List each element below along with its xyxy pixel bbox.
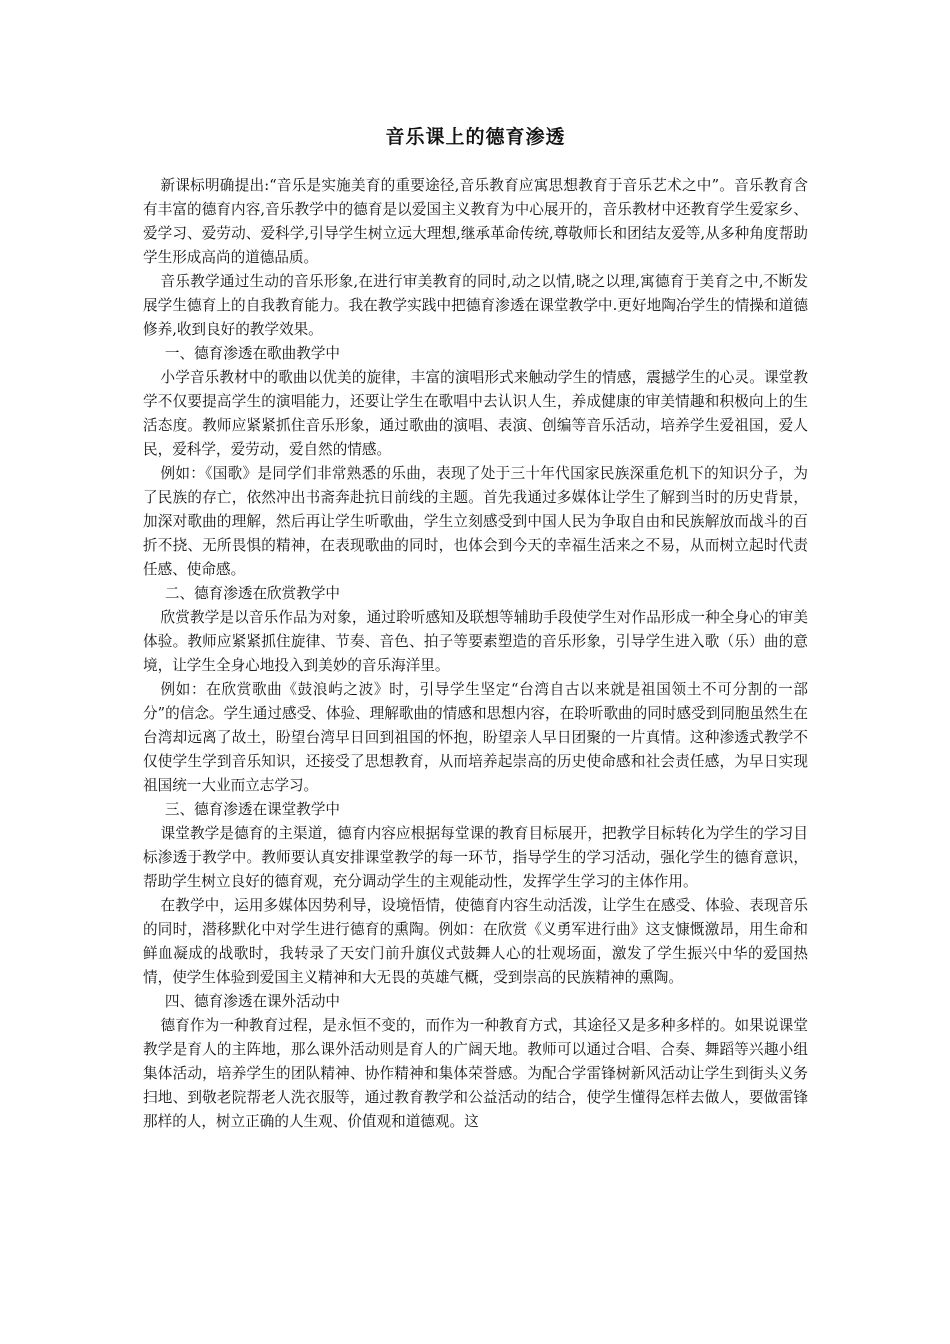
paragraph: 音乐教学通过生动的音乐形象,在进行审美教育的同时,动之以情,晓之以理,寓德育于美育之中,不断发展学生德育上的自我教育能力。我在教学实践中把德育渗透在课堂教学中.更好地陶冶学生的情操和道德修养,收到良好的教学效果。 [143, 273, 808, 338]
document-title: 音乐课上的德育渗透 [385, 126, 566, 148]
paragraph: 在教学中，运用多媒体因势利导，设境悟情，使德育内容生动活泼，让学生在感受、体验、表现音乐的同时，潜移默化中对学生进行德育的熏陶。例如：在欣赏《义勇军进行曲》这支慷慨激昂，用生命和鲜血凝成的战歌时，我转录了天安门前升旗仪式鼓舞人心的壮观场面，激发了学生振兴中华的爱国热情，使学生体验到爱国主义精神和大无畏的英雄气概，受到崇高的民族精神的熏陶。 [143, 897, 808, 986]
document-body [143, 174, 808, 1134]
section-heading: 三、德育渗透在课堂教学中 [164, 801, 341, 818]
paragraph: 例如：在欣赏歌曲《鼓浪屿之波》时，引导学生坚定“台湾自古以来就是祖国领土不可分割的一部分”的信念。学生通过感受、体验、理解歌曲的情感和思想内容，在聆听歌曲的同时感受到同胞虽然生在台湾却远离了故土，盼望台湾早日回到祖国的怀抱，盼望亲人早日团聚的一片真情。这种渗透式教学不仅使学生学到音乐知识，还接受了思想教育，从而培养起崇高的历史使命感和社会责任感，为早日实现祖国统一大业而立志学习。 [143, 681, 808, 794]
section-heading: 二、德育渗透在欣赏教学中 [164, 585, 341, 602]
paragraph: 德育作为一种教育过程，是永恒不变的，而作为一种教育方式，其途径又是多种多样的。如果说课堂教学是育人的主阵地，那么课外活动则是育人的广阔天地。教师可以通过合唱、合奏、舞蹈等兴趣小组集体活动，培养学生的团队精神、协作精神和集体荣誉感。为配合学雷锋树新风活动让学生到街头义务扫地、到敬老院帮老人洗衣服等，通过教育教学和公益活动的结合，使学生懂得怎样去做人，要做雷锋那样的人，树立正确的人生观、价值观和道德观。这 [143, 1017, 808, 1130]
section-heading: 四、德育渗透在课外活动中 [164, 993, 341, 1010]
section-heading: 一、德育渗透在歌曲教学中 [164, 345, 341, 362]
paragraph: 课堂教学是德育的主渠道，德育内容应根据每堂课的教育目标展开，把教学目标转化为学生的学习目标渗透于教学中。教师要认真安排课堂教学的每一环节，指导学生的学习活动，强化学生的德育意识，帮助学生树立良好的德育观，充分调动学生的主观能动性，发挥学生学习的主体作用。 [143, 825, 808, 890]
paragraph: 小学音乐教材中的歌曲以优美的旋律，丰富的演唱形式来触动学生的情感，震撼学生的心灵。课堂教学不仅要提高学生的演唱能力，还要让学生在歌唱中去认识人生，养成健康的审美情趣和积极向上的生活态度。教师应紧紧抓住音乐形象，通过歌曲的演唱、表演、创编等音乐活动，培养学生爱祖国，爱人民，爱科学，爱劳动，爱自然的情感。 [143, 369, 808, 458]
paragraph: 欣赏教学是以音乐作品为对象，通过聆听感知及联想等辅助手段使学生对作品形成一种全身心的审美体验。教师应紧紧抓住旋律、节奏、音色、拍子等要素塑造的音乐形象，引导学生进入歌（乐）曲的意境，让学生全身心地投入到美妙的音乐海洋里。 [143, 609, 808, 674]
paragraph: 例如：《国歌》是同学们非常熟悉的乐曲，表现了处于三十年代国家民族深重危机下的知识分子，为了民族的存亡，依然冲出书斋奔赴抗日前线的主题。首先我通过多媒体让学生了解到当时的历史背景，加深对歌曲的理解，然后再让学生听歌曲，学生立刻感受到中国人民为争取自由和民族解放而战斗的百折不挠、无所畏惧的精神，在表现歌曲的同时，也体会到今天的幸福生活来之不易，从而树立起时代责任感、使命感。 [143, 465, 808, 578]
paragraph: 新课标明确提出:“音乐是实施美育的重要途径,音乐教育应寓思想教育于音乐艺术之中”。音乐教育含有丰富的德育内容,音乐教学中的德育是以爱国主义教育为中心展开的，音乐教材中还教育学生爱家乡、爱学习、爱劳动、爱科学,引导学生树立远大理想,继承革命传统,尊敬师长和团结友爱等,从多种角度帮助学生形成高尚的道德品质。 [143, 177, 808, 266]
